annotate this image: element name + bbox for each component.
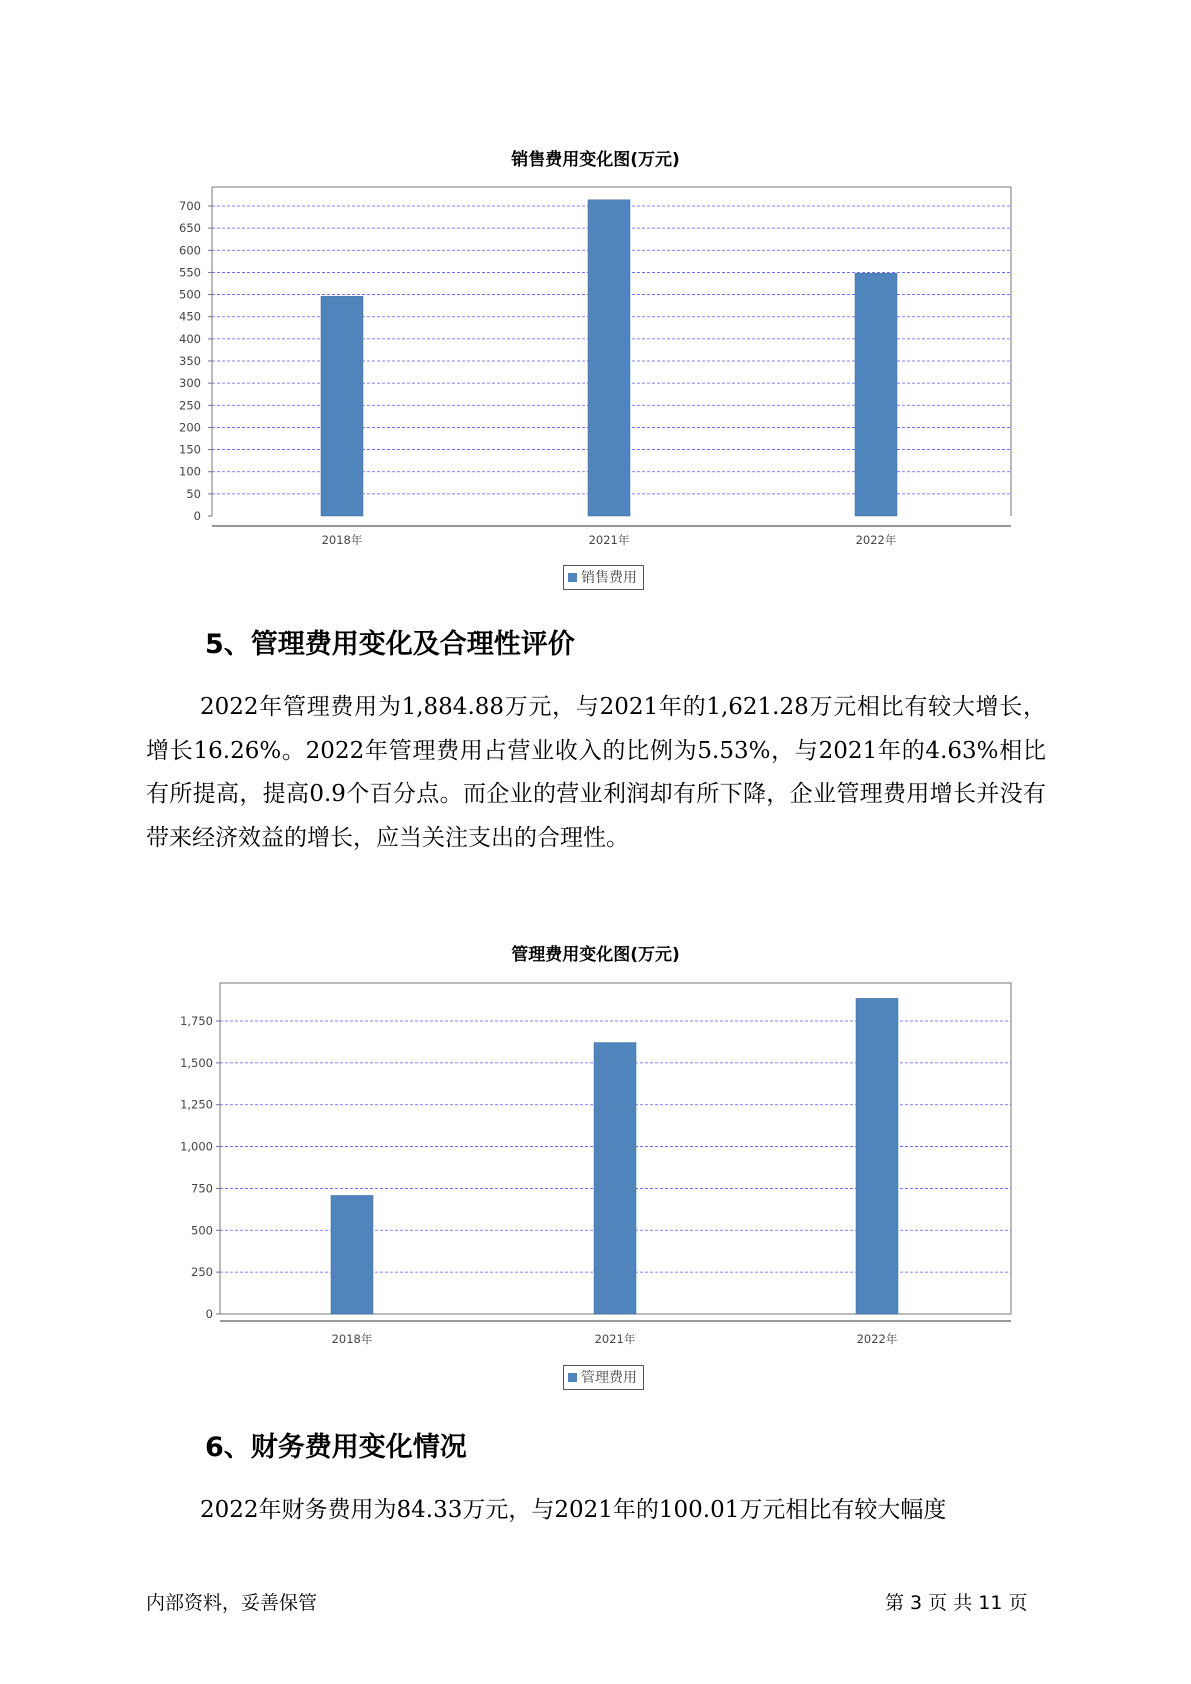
x-tick-label: 2022年 xyxy=(856,1332,898,1346)
y-tick-label: 1,750 xyxy=(180,1014,213,1028)
y-tick-label: 100 xyxy=(179,464,201,479)
sales-chart-title: 销售费用变化图(万元) xyxy=(511,150,680,170)
bar-2021年 xyxy=(594,1043,636,1314)
y-tick-label: 1,250 xyxy=(180,1097,213,1112)
legend-label: 管理费用 xyxy=(581,1370,637,1386)
y-tick-label: 450 xyxy=(179,309,201,324)
section-6-text: 2022年财务费用为84.33万元，与2021年的100.01万元相比有较大幅度 xyxy=(200,1497,947,1523)
y-tick-label: 350 xyxy=(179,354,201,368)
y-tick-label: 150 xyxy=(179,442,201,457)
y-tick-label: 300 xyxy=(179,376,201,391)
admin-chart-legend xyxy=(563,1365,644,1390)
admin-chart-title: 管理费用变化图(万元) xyxy=(511,945,680,965)
bar-2018年 xyxy=(331,1195,373,1314)
y-tick-label: 1,000 xyxy=(180,1139,213,1154)
y-tick-label: 1,500 xyxy=(180,1055,213,1070)
y-tick-label: 650 xyxy=(179,221,201,236)
footer-confidential-note: 内部资料，妥善保管 xyxy=(146,1592,318,1614)
x-tick-label: 2018年 xyxy=(331,1332,373,1346)
y-tick-label: 500 xyxy=(191,1223,213,1238)
section-5-text: 2022年管理费用为1,884.88万元，与2021年的1,621.28万元相比有较大增长，增长16.26%。2022年管理费用占营业收入的比例为5.53%，与2021年的4.63%相比有所提高，提高0.9个百分点。而企业的营业利润却有所下降，企业管理费用增长并没有带来经济效益的增长，应当关注支出的合理性。 xyxy=(146,694,1046,851)
section-6-heading: 6、财务费用变化情况 xyxy=(205,1432,467,1463)
y-tick-label: 600 xyxy=(179,243,201,258)
y-tick-label: 250 xyxy=(191,1265,213,1280)
y-tick-label: 700 xyxy=(179,199,201,213)
section-5-heading: 5、管理费用变化及合理性评价 xyxy=(205,629,575,660)
legend-swatch xyxy=(568,1373,577,1382)
y-tick-label: 0 xyxy=(193,509,201,523)
y-tick-label: 550 xyxy=(179,265,201,280)
y-tick-label: 50 xyxy=(186,486,201,501)
x-tick-label: 2018年 xyxy=(321,533,363,547)
x-tick-label: 2022年 xyxy=(855,533,897,547)
y-tick-label: 200 xyxy=(179,420,201,435)
y-tick-label: 0 xyxy=(205,1307,213,1321)
footer-page-number: 第 3 页 共 11 页 xyxy=(885,1592,1028,1614)
y-tick-label: 250 xyxy=(179,398,201,413)
y-tick-label: 500 xyxy=(179,287,201,302)
legend-label: 销售费用 xyxy=(581,570,637,586)
y-tick-label: 750 xyxy=(191,1181,213,1196)
x-tick-label: 2021年 xyxy=(594,1332,636,1346)
x-tick-label: 2021年 xyxy=(588,533,630,547)
y-tick-label: 400 xyxy=(179,331,201,346)
bar-2022年 xyxy=(856,998,898,1314)
section-6-paragraph xyxy=(146,1489,1046,1533)
